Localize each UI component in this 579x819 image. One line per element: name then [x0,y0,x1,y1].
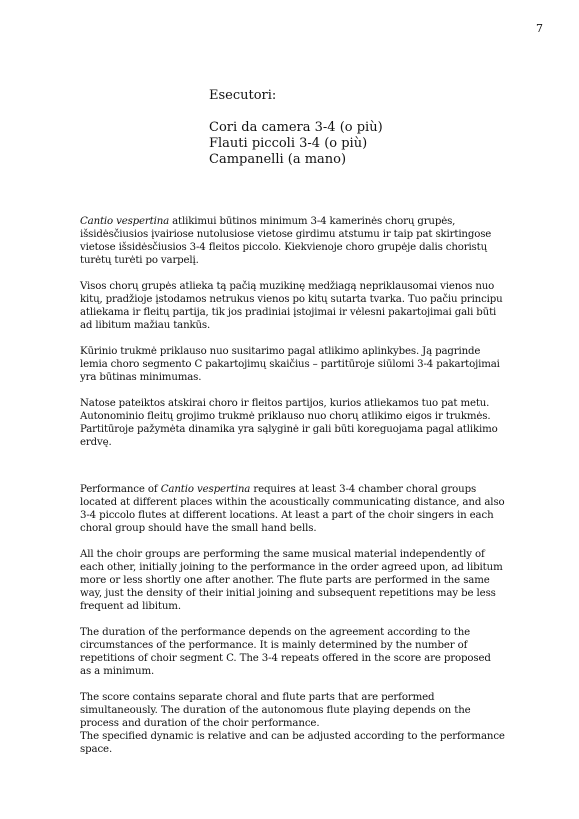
lt-paragraph-4: Natose pateiktos atskirai choro ir fleitos partijos, kurios atliekamos tuo pat metu. Autonominio fleitų grojimo trukmė priklauso nuo chorų atlikimo eigos ir trukmės. Partitūroje pažymėta dinamika yra sąlyginė ir gali būti koreguojama pagal atlikimo erdvę. [80,398,498,448]
lt-paragraph-1 [80,215,505,267]
lt-paragraph-3: Kūrinio trukmė priklauso nuo susitarimo pagal atlikimo aplinkybes. Ją pagrinde lemia choro segmento C pakartojimų skaičius – partitūroje siūlomi 3-4 pakartojimai yra būtinas minimumas. [80,346,500,383]
performer-choirs: Cori da camera 3-4 (o più) [209,120,383,135]
lithuanian-instructions [80,215,505,449]
en-work-title: Cantio vespertina [160,484,251,495]
performers-heading: Esecutori: [209,88,277,103]
lt-paragraph-1-text: atlikimui būtinos minimum 3-4 kamerinės chorų grupės, išsidėsčiusios įvairiose nutolusiose vietose girdimu atstumu ir taip pat skirtingose vietose išsidėsčiusios 3-4 fleitos piccolo. Kiekvienoje choro grupėje dalis choristų turėtų turėti po varpelį. [80,216,492,266]
english-instructions [80,483,505,756]
en-paragraph-5: The specified dynamic is relative and can be adjusted according to the performance space. [80,731,505,755]
performers-list [209,88,383,168]
lt-work-title: Cantio vespertina [80,216,170,227]
en-paragraph-1-text: requires at least 3-4 chamber choral groups located at different places within the acoustically communicating distance, and also 3-4 piccolo flutes at different locations. At least a part of the choir singers in each choral group should have the small hand bells. [80,484,505,534]
performer-flutes: Flauti piccoli 3-4 (o più) [209,136,368,151]
lt-paragraph-2: Visos chorų grupės atlieka tą pačią muzikinę medžiagą nepriklausomai vienos nuo kitų, pradžioje įstodamos netrukus vienos po kitų sutarta tvarka. Tuo pačiu principu atliekama ir fleitų partija, tik jos pradiniai įstojimai ir vėlesni pakartojimai gali būti ad libitum mažiau tankūs. [80,281,503,331]
en-paragraph-1 [80,483,505,535]
performer-bells: Campanelli (a mano) [209,152,347,167]
page-number: 7 [536,22,543,35]
en-paragraph-4: The score contains separate choral and flute parts that are performed simultaneously. The duration of the autonomous flute playing depends on the process and duration of the choir performance. [80,692,471,729]
en-paragraph-1-start: Performance of [80,484,161,495]
en-paragraph-3: The duration of the performance depends on the agreement according to the circumstances of the performance. It is mainly determined by the number of repetitions of choir segment C. The 3-4 repeats offered in the score are proposed as a minimum. [80,627,491,677]
en-paragraph-2: All the choir groups are performing the same musical material independently of each other, initially joining to the performance in the order agreed upon, ad libitum more or less shortly one after another. The flute parts are performed in the same way, just the density of their initial joining and subsequent repetitions may be less frequent ad libitum. [80,549,503,612]
